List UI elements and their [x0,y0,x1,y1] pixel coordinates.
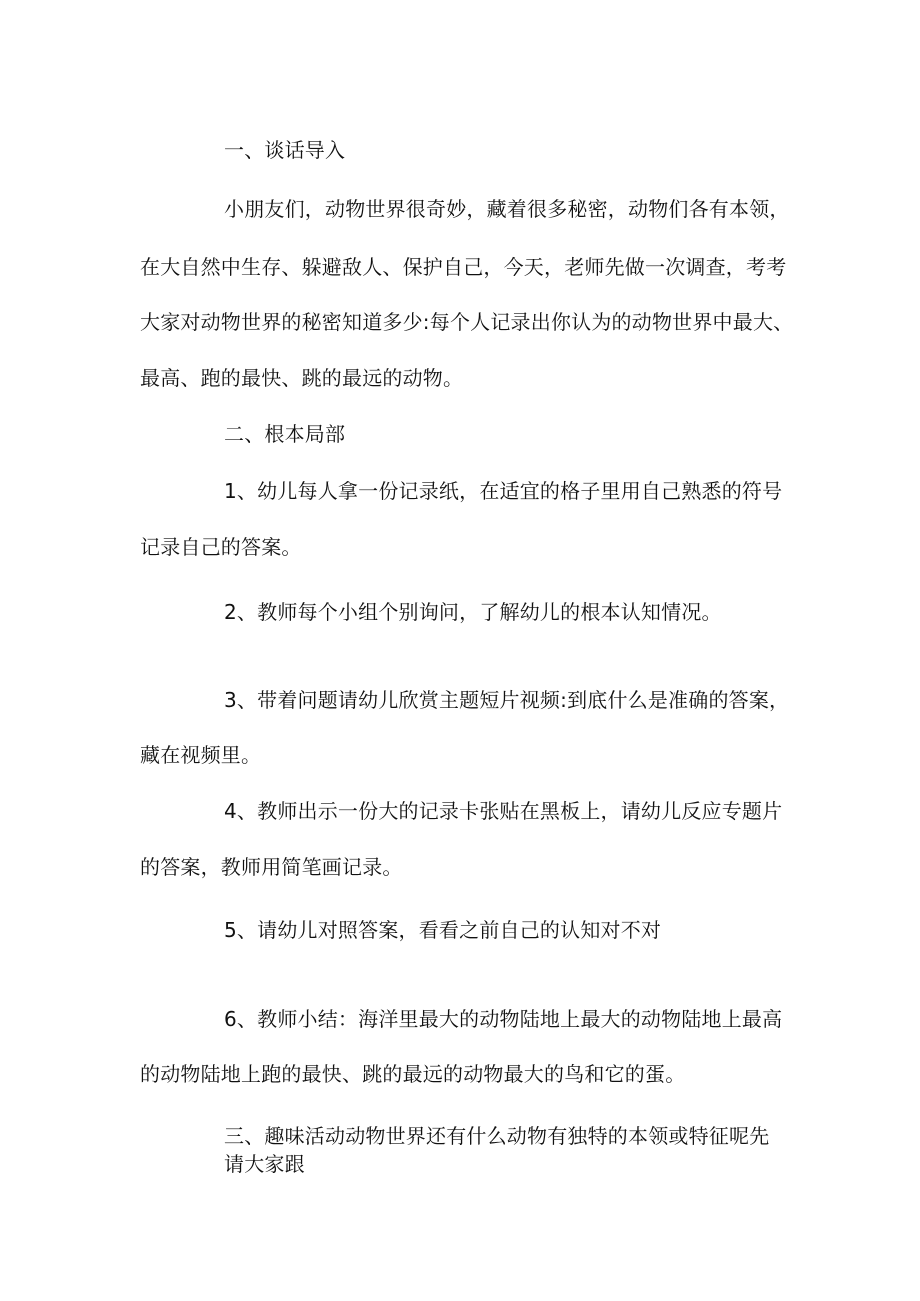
section-heading-2: 二、根本局部 [224,422,346,446]
paragraph-line: 大家对动物世界的秘密知道多少:每个人记录出你认为的动物世界中最大、 [140,310,794,334]
list-item-line: 藏在视频里。 [140,743,262,767]
list-item-line: 的动物陆地上跑的最快、跳的最远的动物最大的鸟和它的蛋。 [140,1062,686,1086]
section-heading-1: 一、谈话导入 [224,138,346,162]
list-item-line: 的答案，教师用简笔画记录。 [140,855,403,879]
section-heading-3: 三、趣味活动动物世界还有什么动物有独特的本领或特征呢先 [224,1124,770,1148]
list-item-line: 记录自己的答案。 [140,535,302,559]
list-item-line: 1、幼儿每人拿一份记录纸，在适宜的格子里用自己熟悉的符号 [224,479,783,503]
list-item-line: 5、请幼儿对照答案，看看之前自己的认知对不对 [224,918,662,942]
paragraph-line: 在大自然中生存、躲避敌人、保护自己，今天，老师先做一次调查，考考 [140,255,787,279]
paragraph-line: 最高、跑的最快、跳的最远的动物。 [140,366,464,390]
section-heading-3-cont: 请大家跟 [224,1152,305,1176]
list-item-line: 3、带着问题请幼儿欣赏主题短片视频:到底什么是准确的答案， [224,688,790,712]
list-item-line: 2、教师每个小组个别询问，了解幼儿的根本认知情况。 [224,600,722,624]
list-item-line: 6、教师小结：海洋里最大的动物陆地上最大的动物陆地上最高 [224,1007,783,1031]
list-item-line: 4、教师出示一份大的记录卡张贴在黑板上，请幼儿反应专题片 [224,799,783,823]
paragraph-line: 小朋友们，动物世界很奇妙，藏着很多秘密，动物们各有本领， [224,197,790,221]
